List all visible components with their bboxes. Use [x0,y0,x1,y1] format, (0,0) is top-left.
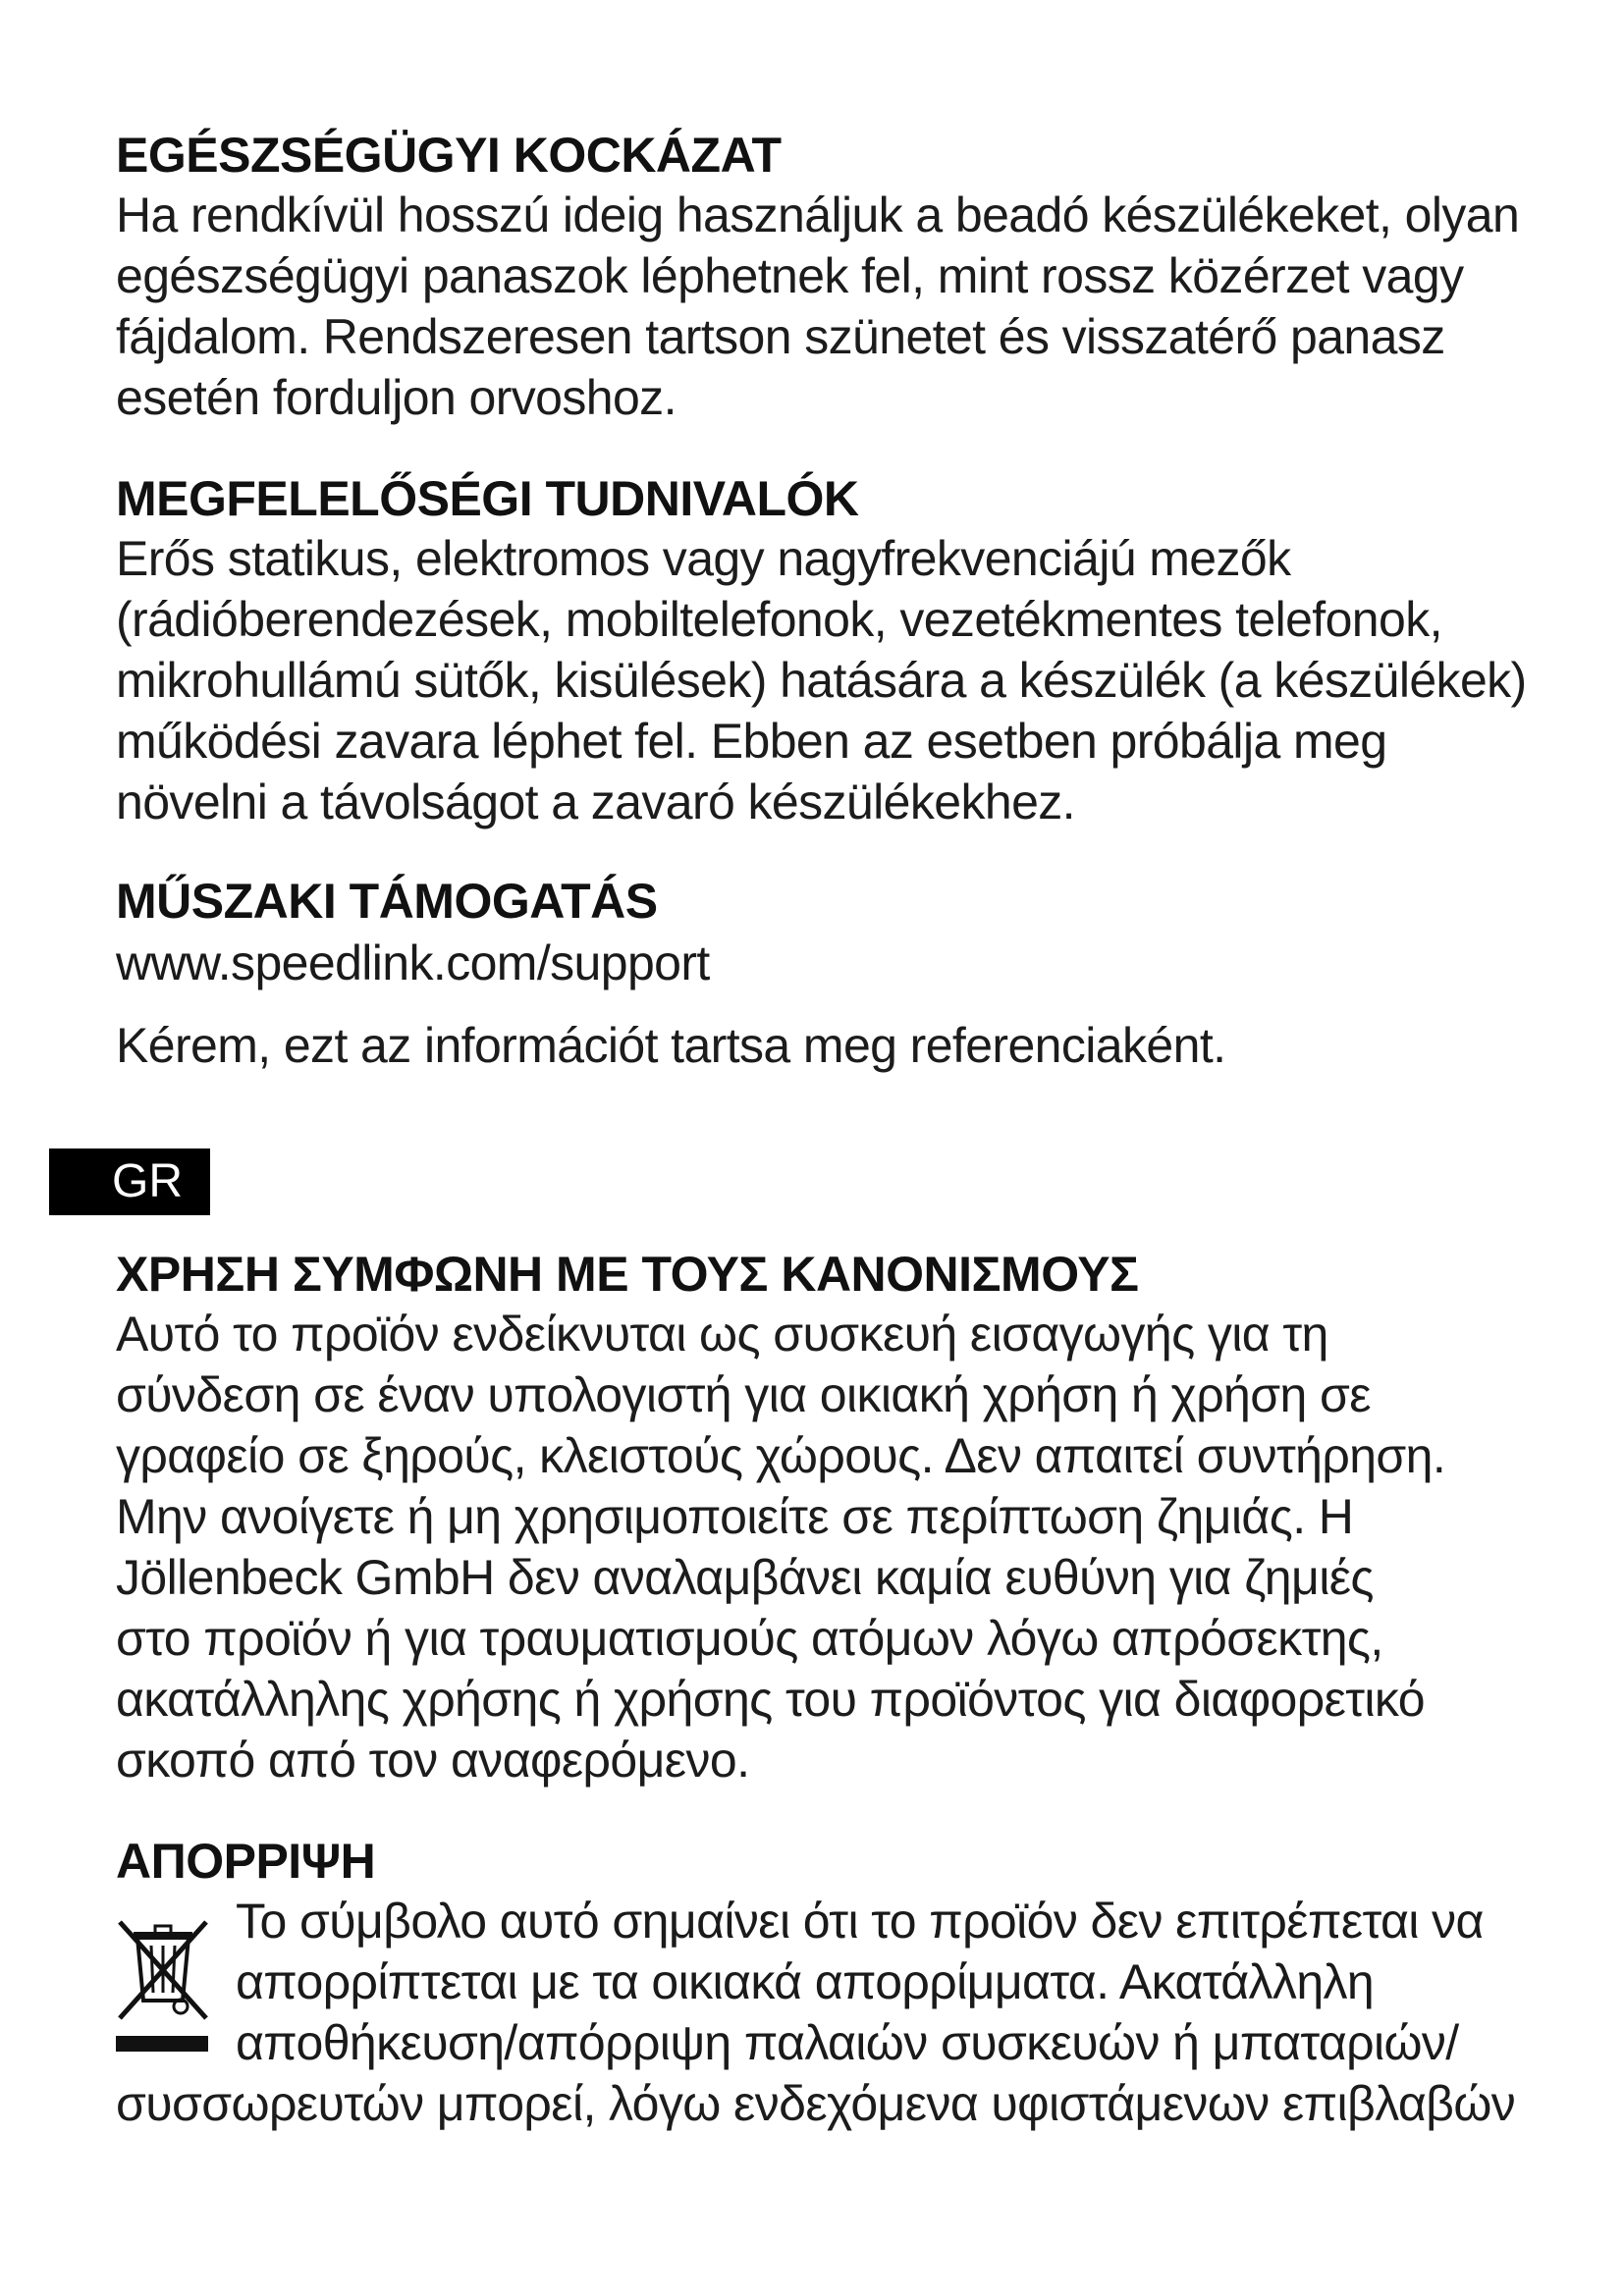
body-line: αποθήκευση/απόρριψη παλαιών συσκευών ή μπαταριών/ [236,2015,1459,2070]
body-line: (rádióberendezések, mobiltelefonok, vezetékmentes telefonok, [116,592,1442,647]
body-line: σύνδεση σε έναν υπολογιστή για οικιακή χρήση ή χρήση σε [116,1367,1371,1422]
section-disposal [116,1832,1530,2134]
body-line: Jöllenbeck GmbH δεν αναλαμβάνει καμία ευθύνη για ζημιές [116,1550,1374,1605]
body-line: növelni a távolságot a zavaró készülékekhez. [116,774,1075,829]
reference-note: Kérem, ezt az információt tartsa meg referenciaként. [116,1018,1226,1073]
section-body [116,185,1530,428]
body-line: egészségügyi panaszok léphetnek fel, mint rossz közérzet vagy [116,248,1464,303]
language-badge: GR [49,1148,210,1215]
section-heading: MEGFELELŐSÉGI TUDNIVALÓK [116,471,859,526]
body-line: mikrohullámú sütők, kisülések) hatására a készülék (a készülékek) [116,653,1527,708]
body-line: Ha rendkívül hosszú ideig használjuk a beadó készülékeket, olyan [116,187,1520,242]
section-heading: MŰSZAKI TÁMOGATÁS [116,874,658,929]
section-intended-use [116,1245,1530,1790]
body-line: Αυτό το προϊόν ενδείκνυται ως συσκευή εισαγωγής για τη [116,1307,1328,1362]
section-body [116,1304,1530,1790]
body-line: esetén forduljon orvoshoz. [116,370,677,425]
section-body [116,1891,1530,2134]
body-line: működési zavara léphet fel. Ebben az esetben próbálja meg [116,714,1387,769]
section-compliance [116,469,1530,832]
body-line: Το σύμβολο αυτό σημαίνει ότι το προϊόν δεν επιτρέπεται να [236,1894,1484,1949]
body-line: απορρίπτεται με τα οικιακά απορρίμματα. Ακατάλληλη [236,1954,1375,2009]
crossed-out-wheelie-bin-icon [112,1916,212,2063]
section-heading: ΧΡΗΣΗ ΣΥΜΦΩΝΗ ΜΕ ΤΟΥΣ ΚΑΝΟΝΙΣΜΟΥΣ [116,1247,1139,1302]
body-line: συσσωρευτών μπορεί, λόγω ενδεχόμενα υφιστάμενων επιβλαβών [116,2076,1516,2131]
section-body [116,528,1530,832]
section-heading: EGÉSZSÉGÜGYI KOCKÁZAT [116,128,782,183]
section-heading: ΑΠΟΡΡΙΨΗ [116,1834,376,1889]
body-line: fájdalom. Rendszeresen tartson szünetet és visszatérő panasz [116,309,1445,364]
section-support [116,872,1530,1076]
body-line: σκοπό από τον αναφερόμενο. [116,1733,750,1788]
body-line: στο προϊόν ή για τραυματισμούς ατόμων λόγω απρόσεκτης, [116,1611,1383,1666]
support-url: www.speedlink.com/support [116,935,710,990]
body-line: Erős statikus, elektromos vagy nagyfrekvenciájú mezők [116,531,1291,586]
section-health-risk [116,126,1530,428]
body-line: ακατάλληλης χρήσης ή χρήσης του προϊόντος για διαφορετικό [116,1672,1425,1727]
body-line: Μην ανοίγετε ή μη χρησιμοποιείτε σε περίπτωση ζημιάς. Η [116,1489,1354,1544]
body-line: γραφείο σε ξηρούς, κλειστούς χώρους. Δεν απαιτεί συντήρηση. [116,1428,1446,1483]
